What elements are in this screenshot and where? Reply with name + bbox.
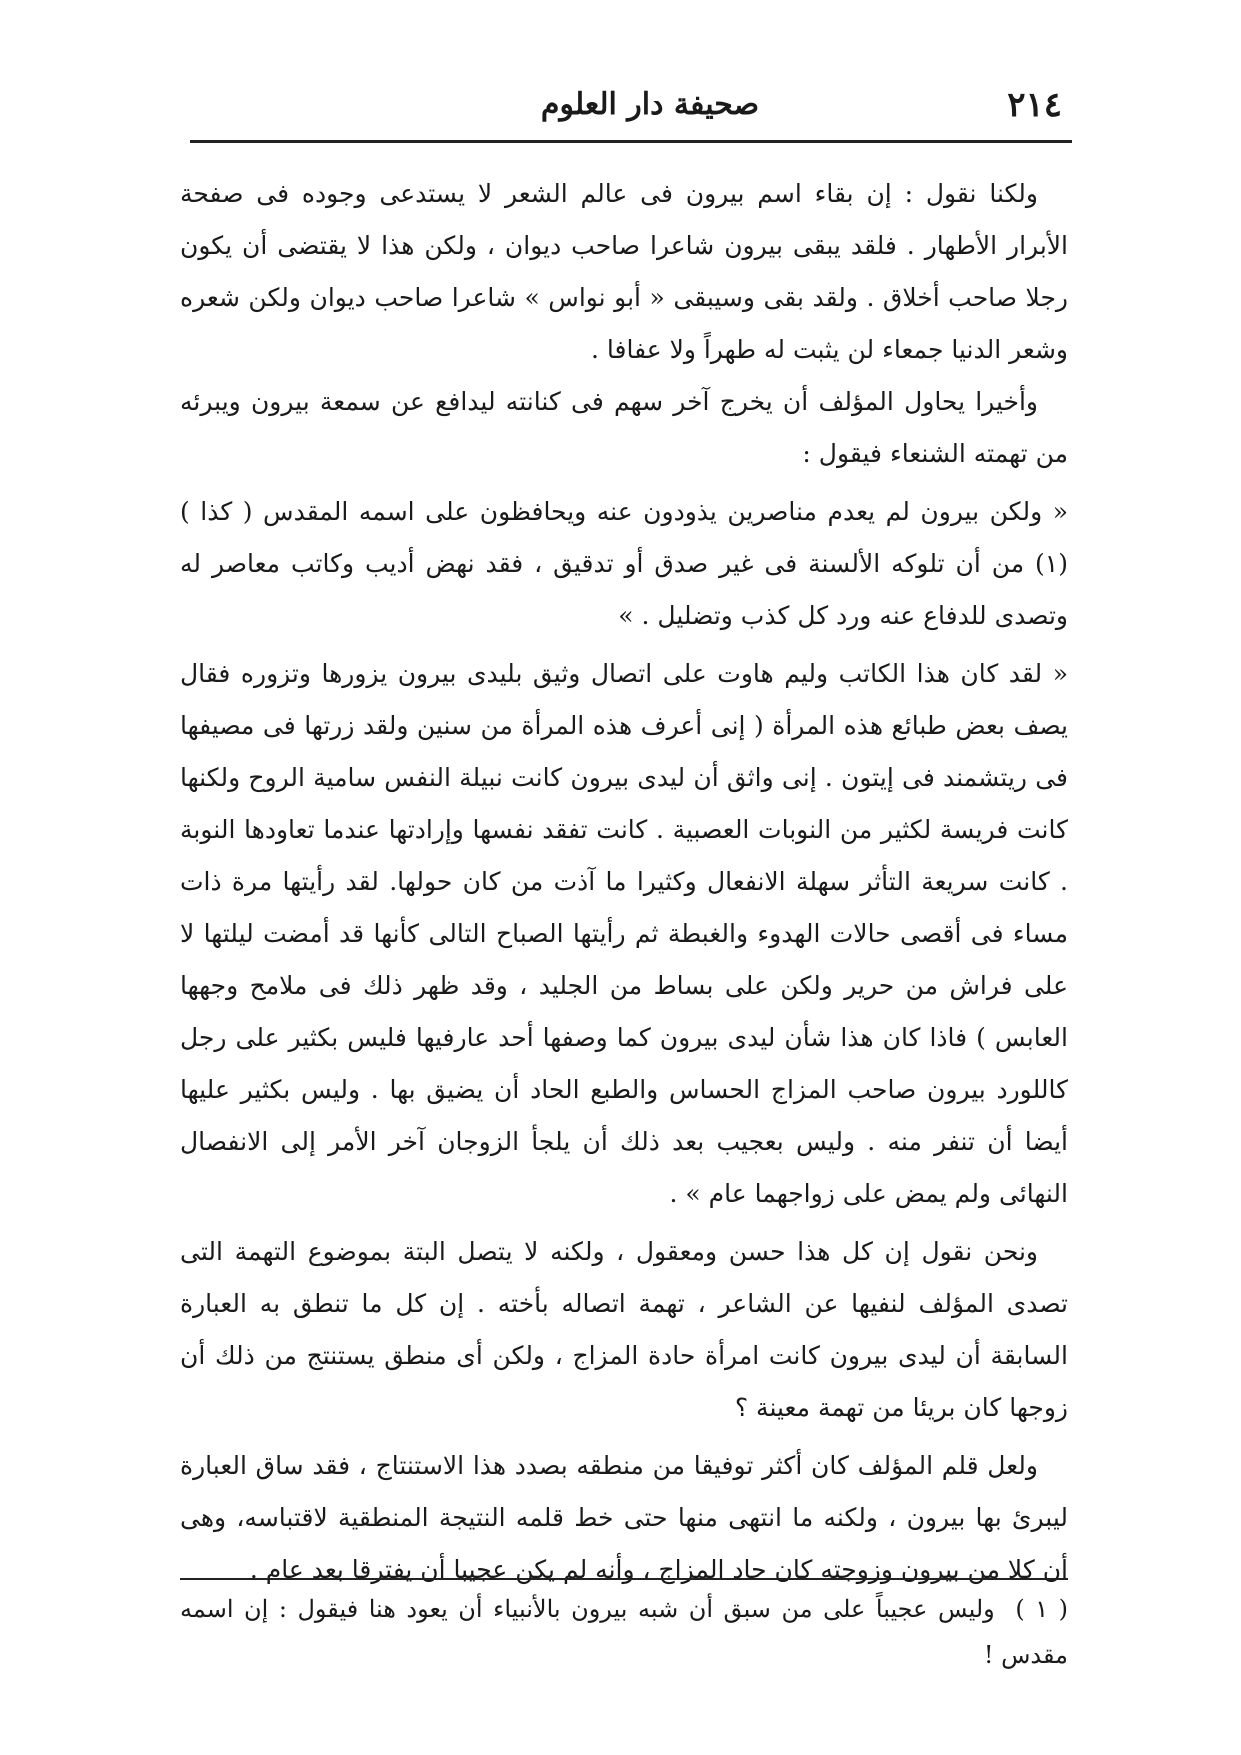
footnote-marker: ( ١ ) <box>1015 1595 1068 1623</box>
paragraph-2: وأخيرا يحاول المؤلف أن يخرج آخر سهم فى كنانته ليدافع عن سمعة بيرون ويبرئه من تهمته الشنعاء فيقول : <box>180 387 1068 468</box>
header-rule <box>190 140 1072 143</box>
quote-paragraph-1: « ولكن بيرون لم يعدم مناصرين يذودون عنه ويحافظون على اسمه المقدس ( كذا ) (١) من أن تلوكه الألسنة فى غير صدق أو تدقيق ، فقد نهض أديب وكاتب معاصر له وتصدى للدفاع عنه ورد كل كذب وتضليل . » <box>180 497 1068 630</box>
paragraph-3: ونحن نقول إن كل هذا حسن ومعقول ، ولكنه لا يتصل البتة بموضوع التهمة التى تصدى المؤلف لنفيها عن الشاعر ، تهمة اتصاله بأخته . إن كل ما تنطق به العبارة السابقة أن ليدى بيرون كانت امرأة حادة المزاج ، ولكن أى منطق يستنتج من ذلك أن زوجها كان بريئا من تهمة معينة ؟ <box>180 1237 1068 1422</box>
footnote <box>180 1586 1068 1678</box>
body-text <box>180 168 1068 1596</box>
page-header <box>190 85 1070 135</box>
footnote-rule <box>180 1578 1068 1580</box>
page-number: ٢١٤ <box>1007 85 1062 125</box>
running-title: صحيفة دار العلوم <box>540 87 760 122</box>
quote-paragraph-2: « لقد كان هذا الكاتب وليم هاوت على اتصال وثيق بليدى بيرون يزورها وتزوره فقال يصف بعض طبائع هذه المرأة ( إنى أعرف هذه المرأة من سنين ولقد زرتها فى مصيفها فى ريتشمند فى إيتون . إنى واثق أن ليدى بيرون كانت نبيلة النفس سامية الروح ولكنها كانت فريسة لكثير من النوبات العصبية . كانت تفقد نفسها وإرادتها عندما تعاودها النوبة . كانت سريعة التأثر سهلة الانفعال وكثيرا ما آذت من كان حولها. لقد رأيتها مرة ذات مساء فى أقصى حالات الهدوء والغبطة ثم رأيتها الصباح التالى كأنها قد أمضت ليلتها لا على فراش من حرير ولكن على بساط من الجليد ، وقد ظهر ذلك فى ملامح وجهها العابس ) فاذا كان هذا شأن ليدى بيرون كما وصفها أحد عارفيها فليس بكثير على رجل كاللورد بيرون صاحب المزاج الحساس والطبع الحاد أن يضيق بها . وليس بكثير عليها أيضا أن تنفر منه . وليس بعجيب بعد ذلك أن يلجأ الزوجان آخر الأمر إلى الانفصال النهائى ولم يمض على زواجهما عام » . <box>180 659 1068 1208</box>
footnote-text: وليس عجيباً على من سبق أن شبه بيرون بالأنبياء أن يعود هنا فيقول : إن اسمه مقدس ! <box>180 1595 1068 1669</box>
paragraph-4: ولعل قلم المؤلف كان أكثر توفيقا من منطقه بصدد هذا الاستنتاج ، فقد ساق العبارة ليبرئ بها بيرون ، ولكنه ما انتهى منها حتى خط قلمه النتيجة المنطقية لاقتباسه، وهى أن كلا من بيرون وزوجته كان حاد المزاج ، وأنه لم يكن عجيبا أن يفترقا بعد عام . <box>180 1451 1068 1584</box>
paragraph-1: ولكنا نقول : إن بقاء اسم بيرون فى عالم الشعر لا يستدعى وجوده فى صفحة الأبرار الأطهار . فلقد يبقى بيرون شاعرا صاحب ديوان ، ولكن هذا لا يقتضى أن يكون رجلا صاحب أخلاق . ولقد بقى وسيبقى « أبو نواس » شاعرا صاحب ديوان ولكن شعره وشعر الدنيا جمعاء لن يثبت له طهراً ولا عفافا . <box>180 179 1068 364</box>
